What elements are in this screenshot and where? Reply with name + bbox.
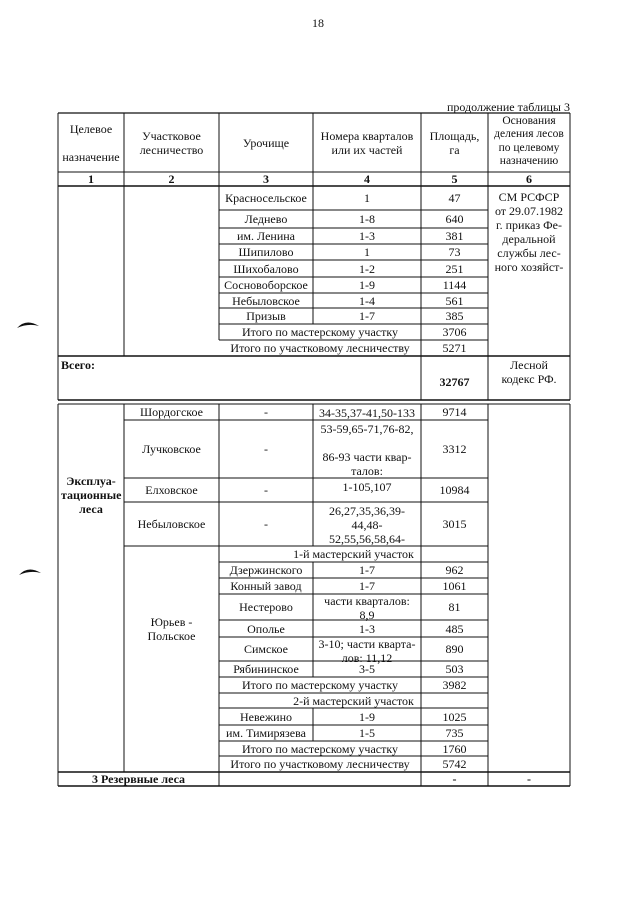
quarter-numbers: 1-4 — [359, 293, 375, 308]
forestry-name: Лучковское — [142, 442, 201, 456]
forestry-name: Шордогское — [140, 405, 203, 419]
area-value: 485 — [445, 621, 464, 636]
quarter-numbers: 1-7 — [359, 579, 375, 593]
tract-name: Небыловское — [232, 293, 300, 308]
tract-name: - — [264, 442, 268, 456]
binder-mark-upper — [16, 318, 40, 330]
tract-name: Ополье — [247, 621, 285, 636]
master-section-heading: 2-й мастерский участок — [293, 693, 414, 708]
header-purpose: Целевое назначение — [62, 121, 120, 164]
tract-name: Шипилово — [238, 245, 294, 259]
subtotal-value: 3982 — [442, 678, 467, 692]
grand-total-value: 32767 — [439, 375, 470, 389]
area-value: 385 — [445, 309, 464, 323]
quarter-numbers: 1-105,107 — [342, 480, 392, 494]
area-value: 73 — [448, 245, 461, 259]
tract-name: Конный завод — [230, 579, 302, 593]
column-number: 6 — [526, 172, 532, 186]
tract-name: им. Ленина — [237, 229, 295, 243]
tract-name: Невежино — [239, 709, 293, 724]
tract-name: Сосновоборское — [224, 278, 308, 292]
column-number: 2 — [168, 172, 175, 186]
area-value: 962 — [445, 563, 464, 577]
grand-total-label: Всего: — [61, 358, 95, 372]
area-value: 81 — [448, 600, 461, 614]
quarter-numbers: 1-2 — [359, 261, 375, 276]
quarter-numbers: 1-9 — [359, 278, 375, 292]
total-value: 5271 — [442, 341, 467, 355]
quarter-numbers: 1-3 — [359, 621, 375, 636]
quarter-numbers: 1-3 — [359, 229, 375, 243]
tract-name: - — [264, 517, 268, 531]
forestry-name: Небыловское — [137, 517, 206, 531]
quarter-numbers: части кварталов: 8,9 — [324, 594, 410, 622]
reserve-basis: - — [527, 772, 531, 786]
purpose-exploitation: Эксплуа- тационные леса — [61, 474, 122, 516]
tract-name: Призыв — [246, 309, 286, 323]
header-tract: Урочище — [242, 135, 290, 150]
column-number: 3 — [263, 172, 269, 186]
tract-name: Симское — [243, 642, 289, 656]
area-value: 561 — [445, 293, 464, 308]
page-number: 18 — [312, 16, 324, 30]
area-value: 503 — [445, 662, 464, 676]
area-value: 10984 — [439, 483, 470, 497]
tract-name: - — [264, 483, 268, 497]
area-value: 3015 — [442, 517, 467, 531]
quarter-numbers: 3-5 — [359, 662, 375, 676]
column-number: 5 — [451, 172, 458, 186]
column-number: 4 — [364, 172, 370, 186]
subtotal-label: Итого по мастерскому участку — [241, 678, 399, 692]
subtotal-value: 1760 — [442, 741, 467, 756]
quarter-numbers: 53-59,65-71,76-82, 86-93 части квар- талов: — [320, 422, 414, 477]
tract-name: Дзержинского — [229, 563, 303, 577]
area-value: 890 — [445, 642, 464, 656]
header-quarters: Номера кварталов или их частей — [320, 128, 414, 157]
basis-text: СМ РСФСР от 29.07.1982 г. приказ Фе- деральной службы лес- ного хозяйст- — [494, 190, 564, 274]
table-continuation-caption: продолжение таблицы 3 — [446, 100, 570, 114]
header-forestry: Участковое лесничество — [139, 128, 204, 157]
tract-name: Рябининское — [233, 662, 299, 676]
quarter-numbers: 1 — [364, 191, 370, 205]
binder-mark-lower — [18, 565, 42, 577]
tract-name: им. Тимирязева — [226, 726, 306, 740]
area-value: 251 — [445, 261, 464, 276]
tract-name: Леднево — [244, 212, 288, 226]
forestry-name: Елховское — [145, 483, 198, 497]
area-value: 3312 — [442, 442, 467, 456]
reserve-area: - — [452, 772, 457, 786]
area-value: 1061 — [442, 579, 467, 593]
total-label: Итого по участковому лесничеству — [230, 757, 410, 771]
total-value: 5742 — [442, 757, 467, 771]
quarter-numbers: 34-35,37-41,50-133 — [319, 406, 415, 419]
grand-basis: Лесной кодекс РФ. — [501, 358, 557, 386]
area-value: 9714 — [442, 405, 467, 419]
subtotal-value: 3706 — [442, 325, 467, 339]
quarter-numbers: 1-8 — [359, 212, 375, 226]
subtotal-label: Итого по мастерскому участку — [241, 325, 399, 339]
tract-name: - — [264, 405, 268, 419]
quarter-numbers: 1 — [364, 245, 370, 259]
tract-name: Шихобалово — [233, 261, 299, 276]
header-area: Площадь, га — [429, 128, 480, 157]
area-value: 735 — [445, 726, 464, 740]
quarter-numbers: 1-7 — [359, 309, 375, 323]
area-value: 381 — [445, 229, 464, 243]
tract-name: Нестерово — [239, 600, 293, 614]
area-value: 47 — [448, 191, 461, 205]
column-number: 1 — [88, 172, 94, 186]
header-basis: Основания деления лесов по целевому назначению — [494, 114, 564, 167]
quarter-numbers: 1-7 — [359, 563, 375, 577]
quarter-numbers: 1-9 — [359, 709, 375, 724]
area-value: 640 — [445, 212, 464, 226]
area-value: 1025 — [442, 709, 467, 724]
quarter-numbers: 3-10; части кварта- лов: 11,12 — [318, 637, 416, 665]
area-value: 1144 — [442, 278, 467, 292]
quarter-numbers: 26,27,35,36,39- 44,48- 52,55,56,58,64- — [329, 504, 405, 545]
subtotal-label: Итого по мастерскому участку — [241, 741, 399, 756]
quarter-numbers: 1-5 — [359, 726, 375, 740]
master-section-heading: 1-й мастерский участок — [293, 547, 414, 561]
reserve-forests-label: 3 Резервные леса — [91, 772, 186, 786]
total-label: Итого по участковому лесничеству — [230, 341, 410, 355]
forestry-name: Юрьев - Польское — [147, 615, 196, 643]
tract-name: Красносельское — [225, 191, 307, 205]
